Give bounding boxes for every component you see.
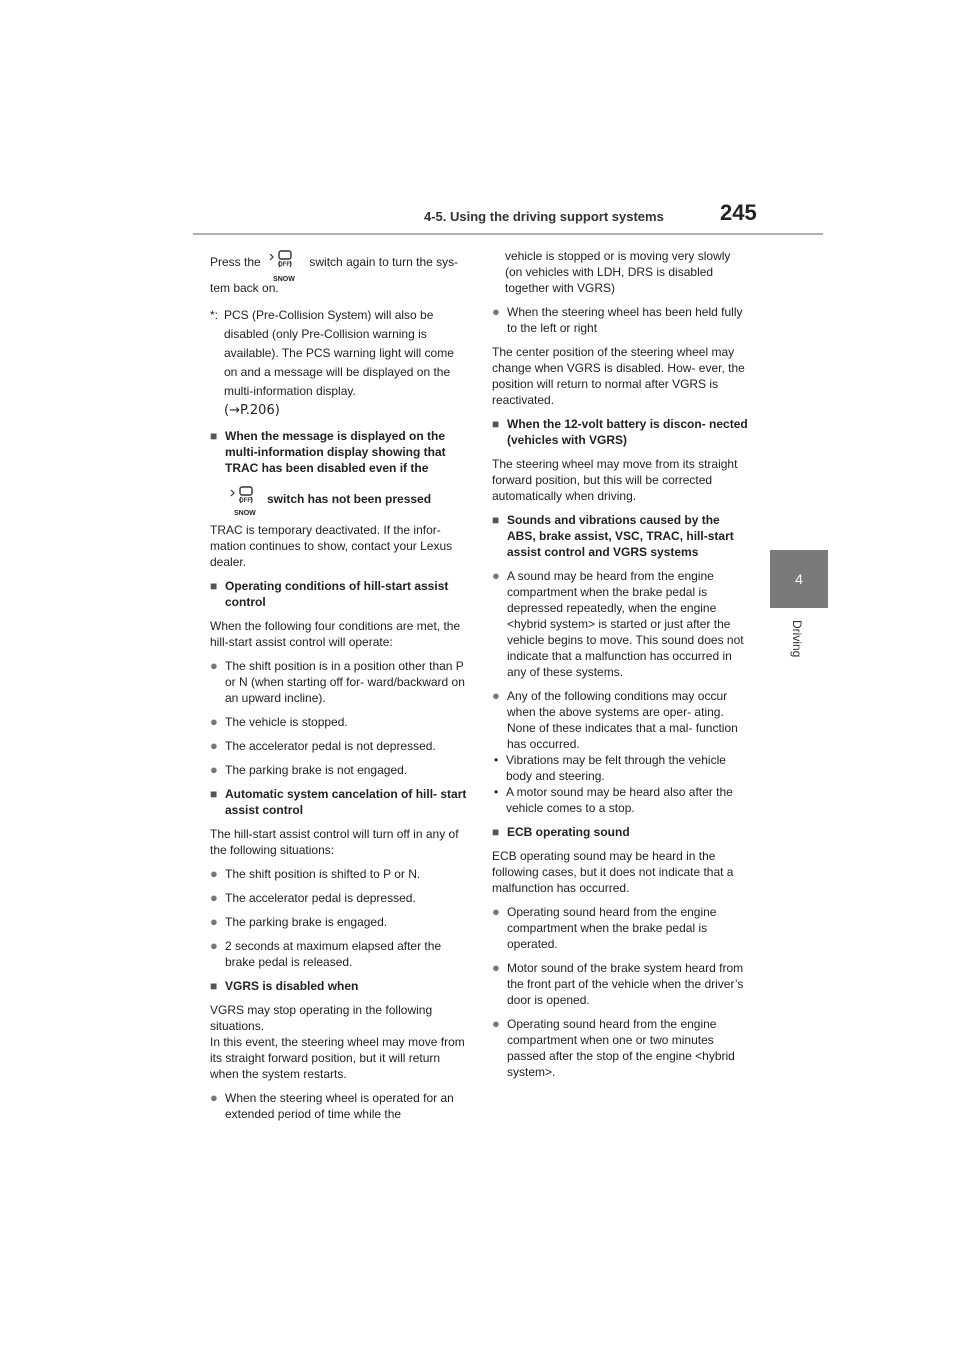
list-item: ● The shift position is in a position other than P or N (when starting off for- ward/backward on an upward incline).	[210, 658, 465, 705]
list-item: ● The accelerator pedal is not depressed.	[210, 738, 436, 753]
svg-text:OFF: OFF	[278, 262, 291, 268]
section-heading: ■ Sounds and vibrations caused by the ABS, brake assist, VSC, TRAC, hill-start assist control and VGRS systems	[492, 513, 734, 559]
paragraph: The steering wheel may move from its straight forward position, but this will be corrected automatically when driving.	[492, 457, 738, 503]
list-item: ● A sound may be heard from the engine compartment when the brake pedal is depressed repeatedly, when the engine <hybrid system> is started or just after the vehicle begins to move. This sound does not indicate that a malfunction has occurred in any of these systems.	[492, 568, 744, 679]
list-item: ● Operating sound heard from the engine compartment when one or two minutes passed after the stop of the engine <hybrid system>.	[492, 1016, 735, 1079]
list-item-continuation: vehicle is stopped or is moving very slowly (on vehicles with LDH, DRS is disabled together with VGRS)	[505, 249, 731, 295]
vsc-off-snow-switch-icon	[267, 248, 303, 283]
paragraph: ECB operating sound may be heard in the following cases, but it does not indicate that a malfunction has occurred.	[492, 849, 734, 895]
chapter-tab	[770, 550, 828, 608]
list-item: ● The parking brake is engaged.	[210, 914, 388, 929]
svg-text:OFF: OFF	[239, 498, 251, 504]
list-item: ● When the steering wheel has been held fully to the left or right	[492, 304, 743, 335]
list-item: ● The shift position is shifted to P or N.	[210, 866, 421, 881]
list-item: ● When the steering wheel is operated for an extended period of time while the	[210, 1090, 454, 1121]
list-item: ● 2 seconds at maximum elapsed after the brake pedal is released.	[210, 938, 442, 969]
list-item: ● The accelerator pedal is depressed.	[210, 890, 416, 905]
section-heading: ■ When the message is displayed on the multi-information display showing that TRAC has been disabled even if the	[210, 429, 446, 475]
right-column	[492, 248, 750, 1088]
paragraph: The center position of the steering wheel may change when VGRS is disabled. How- ever, the position will return to normal after VGRS is reactivated.	[492, 345, 745, 407]
footnote: *: PCS (Pre-Collision System) will also be disabled (only Pre-Collision warning is available). The PCS warning light will come on and a message will be displayed on the multi-information display. (→P.206)	[210, 308, 454, 418]
page-reference-link[interactable]: (→P.206)	[224, 403, 280, 418]
section-heading: ■ When the 12-volt battery is discon- nected (vehicles with VGRS)	[492, 417, 748, 447]
intro-paragraph: Press the OFF SNOW switch again to turn the sys- tem back on.	[210, 248, 468, 298]
page-number: 245	[720, 200, 757, 225]
list-item: ● The vehicle is stopped.	[210, 714, 348, 729]
icon-caption: SNOW	[234, 510, 256, 517]
list-item: ● Operating sound heard from the engine compartment when the brake pedal is operated.	[492, 904, 717, 951]
section-heading: ■ VGRS is disabled when	[210, 979, 359, 993]
chapter-label: Driving	[790, 620, 804, 658]
vsc-off-snow-switch-icon	[228, 484, 264, 517]
section-heading: ■ Automatic system cancelation of hill- start assist control	[210, 787, 467, 817]
left-column	[210, 248, 468, 1130]
paragraph: The hill-start assist control will turn off in any of the following situations:	[210, 827, 459, 857]
paragraph: When the following four conditions are met, the hill-start assist control will operate:	[210, 619, 461, 649]
header-rule	[193, 233, 823, 235]
icon-caption: SNOW	[273, 276, 295, 283]
sub-list-item: • Vibrations may be felt through the vehicle body and steering.	[494, 753, 726, 783]
section-heading: ■ Operating conditions of hill-start assist control	[210, 579, 449, 609]
list-item: ● The parking brake is not engaged.	[210, 762, 408, 777]
chapter-number: 4	[795, 571, 803, 587]
list-item: ● Motor sound of the brake system heard from the front part of the vehicle when the driver’s door is opened.	[492, 960, 744, 1007]
icon-heading-line: OFF SNOW switch has not been pressed	[225, 484, 468, 514]
section-heading: ■ ECB operating sound	[492, 825, 630, 839]
header-title: 4-5. Using the driving support systems	[424, 209, 664, 224]
list-item: ● Any of the following conditions may occur when the above systems are oper- ating. None of these indicates that a mal- function has occurred.	[492, 688, 738, 751]
paragraph: TRAC is temporary deactivated. If the infor- mation continues to show, contact your Lexus dealer.	[210, 523, 453, 569]
paragraph: VGRS may stop operating in the following situations. In this event, the steering wheel may move from its straight forward position, but it will return when the system restarts.	[210, 1003, 465, 1081]
sub-list-item: • A motor sound may be heard also after the vehicle comes to a stop.	[494, 785, 733, 815]
